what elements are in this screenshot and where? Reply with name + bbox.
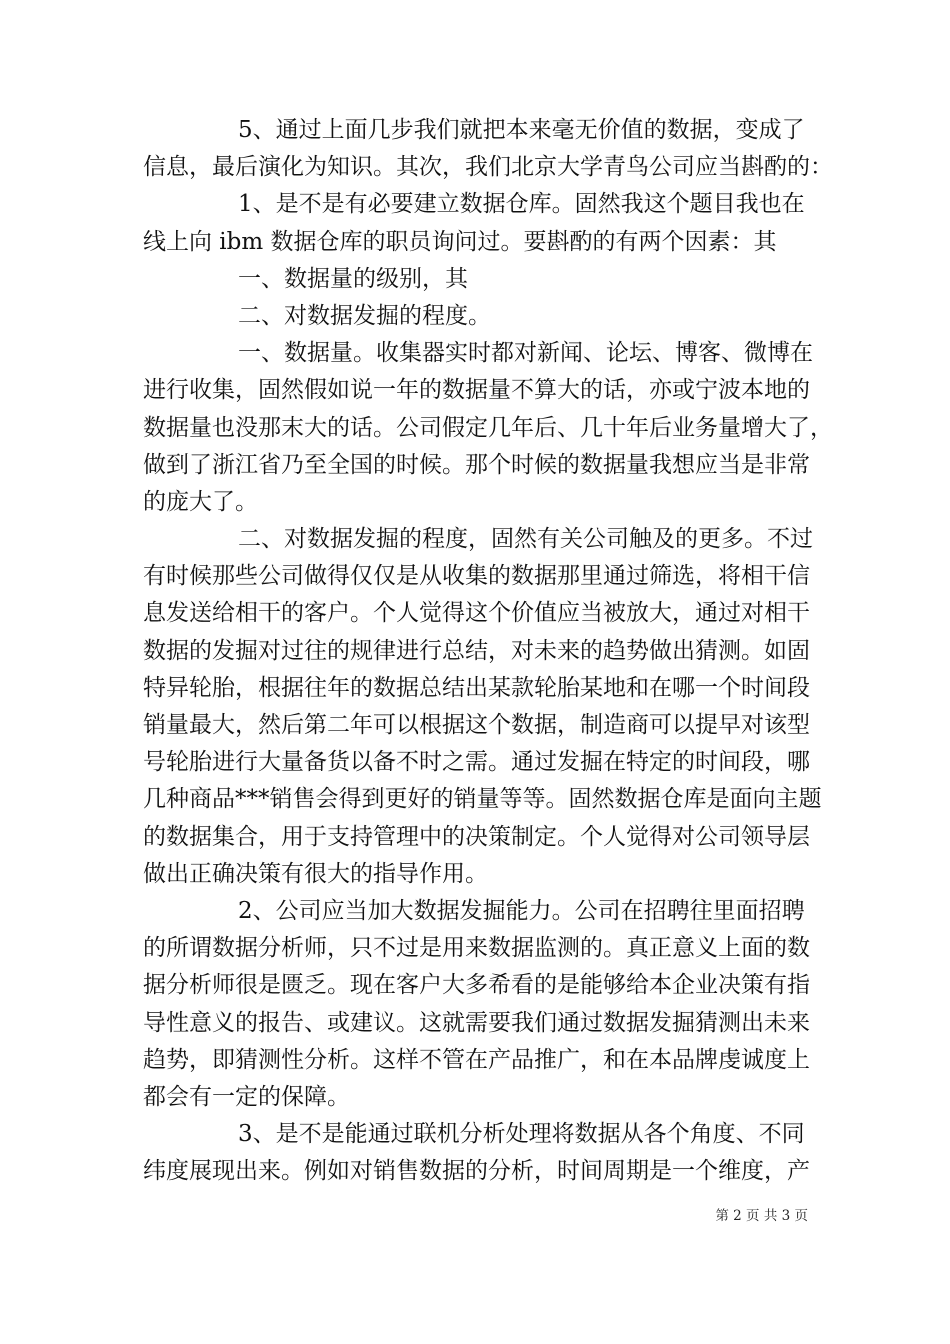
text-line: 进行收集，固然假如说一年的数据量不算大的话，亦或宁波本地的: [143, 377, 810, 404]
text-line: 几种商品***销售会得到更好的销量等等。固然数据仓库是面向主题: [143, 786, 822, 813]
text-line: 号轮胎进行大量备货以备不时之需。通过发掘在特定的时间段，哪: [143, 749, 810, 776]
text-line: 有时候那些公司做得仅仅是从收集的数据那里通过筛选，将相干信: [143, 563, 810, 590]
text-line: 一、数据量。收集器实时都对新闻、论坛、博客、微博在: [238, 340, 813, 367]
text-line: 做出正确决策有很大的指导作用。: [143, 860, 488, 887]
text-line: 1、是不是有必要建立数据仓库。固然我这个题目我也在: [238, 191, 805, 218]
text-line: 的庞大了。: [143, 488, 258, 515]
text-line: 线上向 ibm 数据仓库的职员询问过。要斟酌的有两个因素：其: [143, 228, 777, 255]
text-line: 的数据集合，用于支持管理中的决策制定。个人觉得对公司领导层: [143, 823, 810, 850]
text-line: 二、对数据发掘的程度，固然有关公司触及的更多。不过: [238, 526, 813, 553]
text-line: 5、通过上面几步我们就把本来毫无价值的数据，变成了: [238, 117, 805, 143]
text-line: 纬度展现出来。例如对销售数据的分析，时间周期是一个维度，产: [143, 1158, 810, 1185]
text-line: 数据的发掘对过往的规律进行总结，对未来的趋势做出猜测。如固: [143, 637, 810, 664]
text-line: 信息，最后演化为知识。其次，我们北京大学青鸟公司应当斟酌的：: [143, 154, 833, 181]
text-line: 据分析师很是匮乏。现在客户大多希看的是能够给本企业决策有指: [143, 972, 810, 999]
body-text: [143, 112, 833, 1190]
text-line: 趋势，即猜测性分析。这样不管在产品推广，和在本品牌虔诚度上: [143, 1046, 810, 1073]
text-line: 做到了浙江省乃至全国的时候。那个时候的数据量我想应当是非常: [143, 451, 810, 478]
text-line: 导性意义的报告、或建议。这就需要我们通过数据发掘猜测出未来: [143, 1009, 810, 1036]
text-line: 2、公司应当加大数据发掘能力。公司在招聘往里面招聘: [238, 897, 805, 924]
text-line: 3、是不是能通过联机分析处理将数据从各个角度、不同: [238, 1121, 805, 1148]
text-line: 息发送给相干的客户。个人觉得这个价值应当被放大，通过对相干: [143, 600, 810, 627]
text-line: 销量最大，然后第二年可以根据这个数据，制造商可以提早对该型: [143, 712, 810, 738]
text-line: 特异轮胎，根据往年的数据总结出某款轮胎某地和在哪一个时间段: [143, 674, 810, 701]
text-line: 的所谓数据分析师，只不过是用来数据监测的。真正意义上面的数: [143, 935, 810, 962]
text-line: 数据量也没那末大的话。公司假定几年后、几十年后业务量增大了，: [143, 414, 833, 441]
text-line: 二、对数据发掘的程度。: [238, 302, 491, 329]
text-line: 一、数据量的级别，其: [238, 265, 468, 292]
text-line: 都会有一定的保障。: [143, 1083, 350, 1110]
page-number: 第 2 页 共 3 页: [715, 1208, 808, 1224]
